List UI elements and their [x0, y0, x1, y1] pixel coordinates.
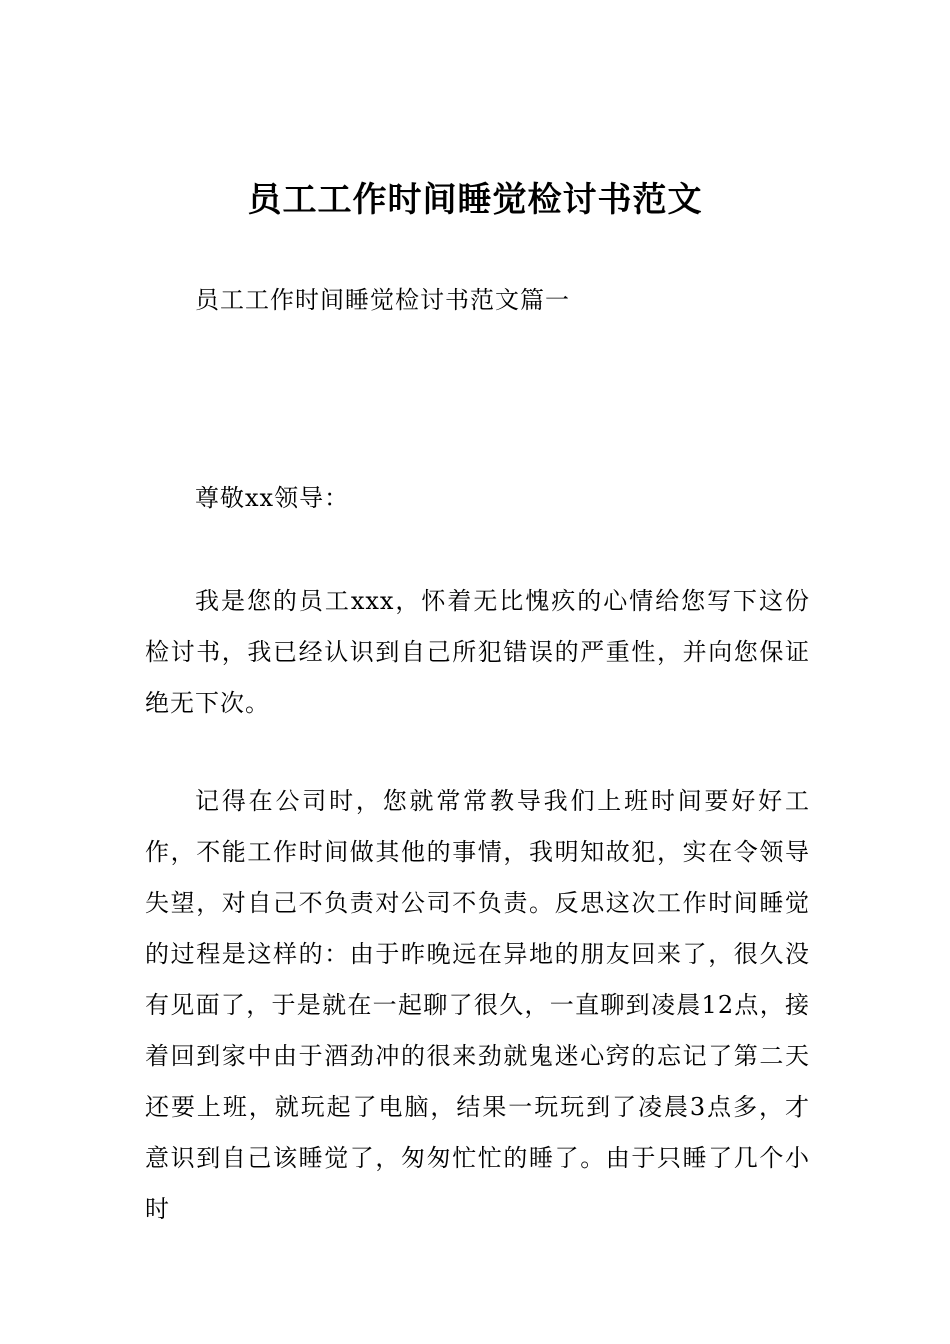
document-title: 员工工作时间睡觉检讨书范文 [247, 180, 703, 220]
paragraph: 我是您的员工xxx，怀着无比愧疚的心情给您写下这份检讨书，我已经认识到自己所犯错误的严重性，并向您保证绝无下次。 [145, 587, 810, 717]
document-subtitle: 员工工作时间睡觉检讨书范文篇一 [195, 286, 570, 314]
salutation: 尊敬xx领导： [195, 484, 350, 512]
paragraph: 记得在公司时，您就常常教导我们上班时间要好好工作，不能工作时间做其他的事情，我明知故犯，实在令领导失望，对自己不负责对公司不负责。反思这次工作时间睡觉的过程是这样的：由于昨晚远在异地的朋友回来了，很久没有见面了，于是就在一起聊了很久，一直聊到凌晨12点，接着回到家中由于酒劲冲的很来劲就鬼迷心窍的忘记了第二天还要上班，就玩起了电脑，结果一玩玩到了凌晨3点多，才意识到自己该睡觉了，匆匆忙忙的睡了。由于只睡了几个小时 [145, 787, 810, 1223]
